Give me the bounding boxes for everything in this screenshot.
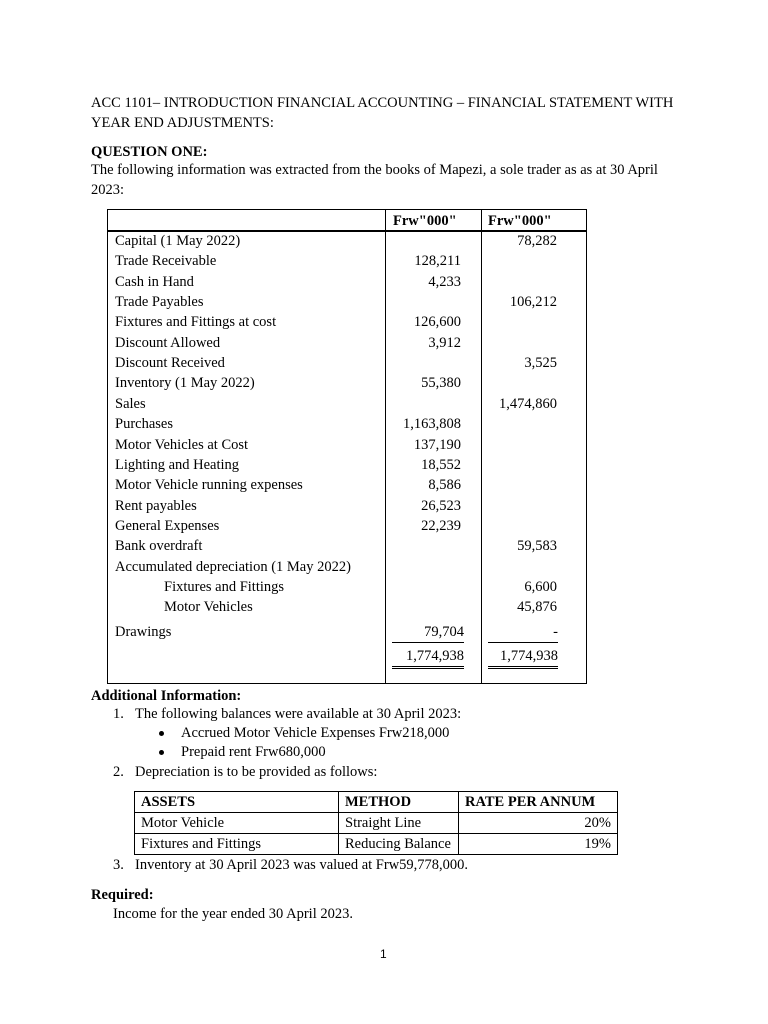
- table-row: [108, 394, 586, 414]
- row-label: Lighting and Heating: [115, 456, 240, 473]
- bullet-item: Accrued Motor Vehicle Expenses Frw218,000: [181, 725, 450, 741]
- row-label: Discount Received: [115, 355, 225, 372]
- column-header: METHOD: [339, 792, 459, 813]
- row-debit: 128,211: [414, 253, 461, 270]
- row-label: Motor Vehicles: [164, 599, 253, 616]
- table-header-row: [135, 792, 618, 813]
- page-number: 1: [380, 947, 387, 961]
- bullet-icon: [159, 750, 164, 755]
- row-label: Rent payables: [115, 497, 197, 514]
- asset-cell: Motor Vehicle: [135, 813, 339, 834]
- table-row: [135, 834, 618, 855]
- row-label: Motor Vehicle running expenses: [115, 477, 303, 494]
- row-credit: 45,876: [517, 599, 557, 616]
- table-row: [108, 312, 586, 332]
- document-title: ACC 1101– INTRODUCTION FINANCIAL ACCOUNTING – FINANCIAL STATEMENT WITH YEAR END ADJUSTMENTS:: [91, 95, 674, 131]
- bullet-icon: [159, 731, 164, 736]
- required-text: Income for the year ended 30 April 2023.: [113, 906, 353, 922]
- table-row: [108, 292, 586, 312]
- row-debit: 18,552: [421, 456, 461, 473]
- item-text: Inventory at 30 April 2023 was valued at Frw59,778,000.: [135, 857, 469, 873]
- row-label: Bank overdraft: [115, 538, 203, 555]
- row-label: Trade Receivable: [115, 253, 217, 270]
- bullet-item: Prepaid rent Frw680,000: [181, 744, 326, 760]
- rate-cell: 19%: [459, 834, 618, 855]
- row-label: Accumulated depreciation (1 May 2022): [115, 558, 351, 575]
- row-debit: 55,380: [421, 375, 461, 392]
- row-credit: 6,600: [524, 578, 557, 595]
- row-debit: 8,586: [428, 477, 461, 494]
- row-label: Drawings: [115, 624, 172, 640]
- debit-column-header: Frw"000": [393, 213, 457, 229]
- row-label: Cash in Hand: [115, 273, 194, 290]
- table-row: [108, 536, 586, 556]
- table-row: [108, 435, 586, 455]
- table-row: [108, 353, 586, 373]
- table-row: [108, 373, 586, 393]
- intro-paragraph: The following information was extracted from the books of Mapezi, a sole trader as as at 30 April 2023:: [91, 162, 658, 198]
- credit-column-header: Frw"000": [488, 213, 552, 229]
- row-credit: 78,282: [517, 233, 557, 249]
- required-heading: Required:: [91, 887, 154, 903]
- row-label: Trade Payables: [115, 294, 204, 311]
- row-label: Sales: [115, 395, 146, 412]
- depreciation-table: [134, 791, 618, 855]
- table-row: [108, 496, 586, 516]
- table-row: [108, 577, 586, 597]
- additional-info-heading: Additional Information:: [91, 688, 242, 704]
- drawings-row: [108, 622, 586, 642]
- trial-balance-table: [107, 209, 587, 684]
- table-row: [108, 251, 586, 271]
- table-row: [108, 455, 586, 475]
- row-debit: 26,523: [421, 497, 461, 514]
- totals-row: [108, 646, 586, 666]
- item-text: Depreciation is to be provided as follows:: [135, 764, 378, 780]
- rate-cell: 20%: [459, 813, 618, 834]
- table-row: [108, 231, 586, 251]
- table-row: [108, 333, 586, 353]
- row-label: Inventory (1 May 2022): [115, 375, 255, 392]
- row-debit: 3,912: [428, 334, 461, 351]
- total-debit: 1,774,938: [392, 646, 464, 669]
- table-row: [135, 813, 618, 834]
- asset-cell: Fixtures and Fittings: [135, 834, 339, 855]
- table-row: [108, 597, 586, 617]
- row-label: Motor Vehicles at Cost: [115, 436, 249, 453]
- question-heading: QUESTION ONE:: [91, 144, 208, 160]
- item-number: 1.: [113, 706, 124, 722]
- row-debit: 1,163,808: [403, 416, 461, 433]
- row-label: General Expenses: [115, 517, 220, 534]
- table-row: [108, 272, 586, 292]
- row-label: Capital (1 May 2022): [115, 233, 241, 249]
- row-credit: 1,474,860: [499, 395, 557, 412]
- item-number: 2.: [113, 764, 124, 780]
- row-credit: 59,583: [517, 538, 557, 555]
- row-debit: 126,600: [413, 314, 461, 331]
- method-cell: Reducing Balance: [339, 834, 459, 855]
- item-text: The following balances were available at 30 April 2023:: [135, 706, 462, 722]
- table-row: [108, 557, 586, 577]
- row-credit: 106,212: [509, 294, 557, 311]
- row-label: Fixtures and Fittings: [164, 578, 285, 595]
- table-row: [108, 414, 586, 434]
- row-debit: 137,190: [413, 436, 461, 453]
- row-label: Fixtures and Fittings at cost: [115, 314, 277, 331]
- table-row: [108, 475, 586, 495]
- total-credit: 1,774,938: [488, 646, 558, 669]
- row-label: Discount Allowed: [115, 334, 221, 351]
- row-credit: -: [488, 622, 558, 643]
- row-debit: 79,704: [392, 622, 464, 643]
- column-header: RATE PER ANNUM: [459, 792, 618, 813]
- row-debit: 4,233: [428, 273, 461, 290]
- table-row: [108, 516, 586, 536]
- column-header: ASSETS: [135, 792, 339, 813]
- row-label: Purchases: [115, 416, 173, 433]
- method-cell: Straight Line: [339, 813, 459, 834]
- row-credit: 3,525: [524, 355, 557, 372]
- row-debit: 22,239: [421, 517, 461, 534]
- item-number: 3.: [113, 857, 124, 873]
